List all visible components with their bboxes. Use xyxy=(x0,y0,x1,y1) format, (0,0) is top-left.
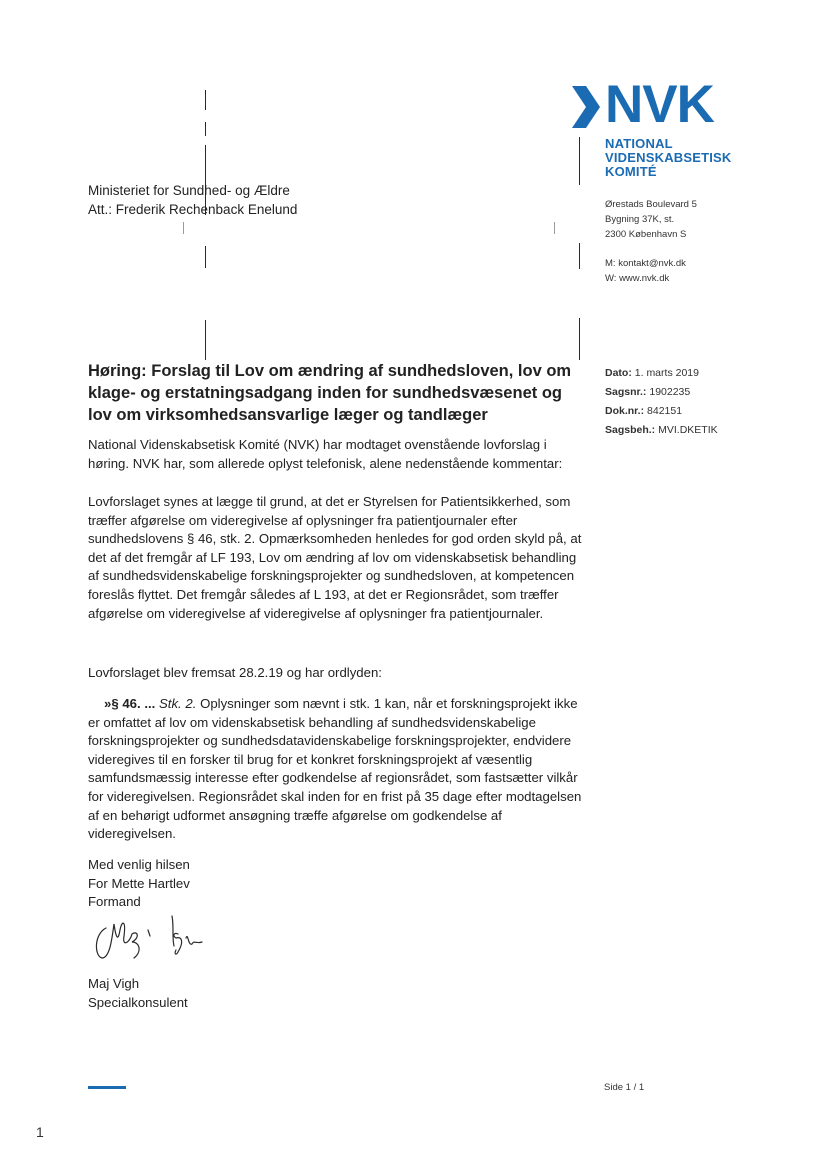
meta-handler-label: Sagsbeh.: xyxy=(605,424,656,436)
lead-text: Lovforslaget blev fremsat 28.2.19 og har ordlyden: xyxy=(88,665,382,680)
sender-address-line2: Bygning 37K, st. xyxy=(605,214,675,225)
sender-address-line3: 2300 København S xyxy=(605,229,687,240)
meta-case-value: 1902235 xyxy=(649,386,691,398)
scan-line xyxy=(205,320,206,360)
quote-section: Stk. 2. xyxy=(159,696,197,711)
meta-doc xyxy=(605,402,682,421)
closing-on-behalf: For Mette Hartlev xyxy=(88,876,190,891)
law-quote xyxy=(88,695,588,844)
scan-line xyxy=(579,318,580,360)
scan-line xyxy=(579,243,580,269)
scan-page-number: 1 xyxy=(36,1124,44,1140)
signer-title: Specialkonsulent xyxy=(88,995,188,1010)
logo-chevron-icon xyxy=(566,84,606,130)
meta-handler-value: MVI.DKETIK xyxy=(658,424,718,436)
lead-paragraph xyxy=(88,664,588,683)
meta-handler xyxy=(605,421,718,440)
intro-paragraph xyxy=(88,436,588,473)
page-indicator: Side 1 / 1 xyxy=(604,1082,645,1093)
org-name-line2: VIDENSKABSETISK xyxy=(605,150,732,165)
meta-case-label: Sagsnr.: xyxy=(605,386,647,398)
main-paragraph xyxy=(88,493,588,623)
org-name-line3: KOMITÉ xyxy=(605,164,657,179)
sender-website: W: www.nvk.dk xyxy=(605,273,670,284)
meta-date-label: Dato: xyxy=(605,367,632,379)
closing-role: Formand xyxy=(88,894,141,909)
scan-line xyxy=(554,222,555,234)
logo-wordmark: NVK xyxy=(605,75,714,134)
meta-case xyxy=(605,383,690,402)
intro-text: National Videnskabsetisk Komité (NVK) har modtaget ovenstående lovforslag i høring. NVK har, som allerede oplyst telefonisk, alene nedenstående kommentar: xyxy=(88,437,563,471)
scan-line xyxy=(579,137,580,185)
recipient-line2: Att.: Frederik Rechenback Enelund xyxy=(88,202,298,217)
scan-line xyxy=(205,90,206,110)
footer-accent-bar xyxy=(88,1086,126,1089)
signer-name: Maj Vigh xyxy=(88,976,140,991)
letter-subject: Høring: Forslag til Lov om ændring af sundhedsloven, lov om klage- og erstatningsadgang inden for sundhedsvæsenet og lov om virksomhedsansvarlige læger og tandlæger xyxy=(88,362,572,424)
closing-greeting: Med venlig hilsen xyxy=(88,857,190,872)
quote-text: Oplysninger som nævnt i stk. 1 kan, når et forskningsprojekt ikke er omfattet af lov om videnskabsetisk behandling af sundhedsvidenskabelige forskningsprojekter og sundhedsdatavidenskabelige forskningsprojekter, endvidere videregives til en forsker til brug for et konkret forskningsprojekt af væsentlig samfundsmæssig interesse efter godkendelse af regionsrådet, som fastsætter vilkår for videregivelsen. Regionsrådet skal inden for en frist på 35 dage efter modtagelsen af en behørigt udformet ansøgning træffe afgørelse om godkendelse af videregivelsen. xyxy=(88,696,582,842)
sender-email: M: kontakt@nvk.dk xyxy=(605,258,686,269)
scan-line xyxy=(205,122,206,136)
scan-line xyxy=(205,246,206,268)
scan-line xyxy=(183,222,184,234)
handwritten-signature xyxy=(92,912,222,977)
meta-date xyxy=(605,364,699,383)
meta-doc-label: Dok.nr.: xyxy=(605,405,645,417)
quote-prefix: »§ 46. ... xyxy=(104,696,156,711)
meta-doc-value: 842151 xyxy=(647,405,683,417)
recipient-line1: Ministeriet for Sundhed- og Ældre xyxy=(88,183,290,198)
meta-date-value: 1. marts 2019 xyxy=(634,367,699,379)
org-name-line1: NATIONAL xyxy=(605,136,673,151)
sender-address-line1: Ørestads Boulevard 5 xyxy=(605,199,697,210)
main-text: Lovforslaget synes at lægge til grund, at det er Styrelsen for Patientsikkerhed, som træffer afgørelse om videregivelse af oplysninger fra patientjournaler efter sundhedslovens § 46, stk. 2. Opmærksomheden henledes for god orden skyld på, at det af det fremgår af LF 193, Lov om ændring af lov om videnskabsetisk behandling af sundhedsvidenskabelige forskningsprojekter og sundhedsloven, at kompetencen foreslås flyttet. Det fremgår således af L 193, at det er Regionsrådet, som træffer afgørelse om videregivelse af videregivelse af oplysninger fra patientjournaler. xyxy=(88,494,582,621)
